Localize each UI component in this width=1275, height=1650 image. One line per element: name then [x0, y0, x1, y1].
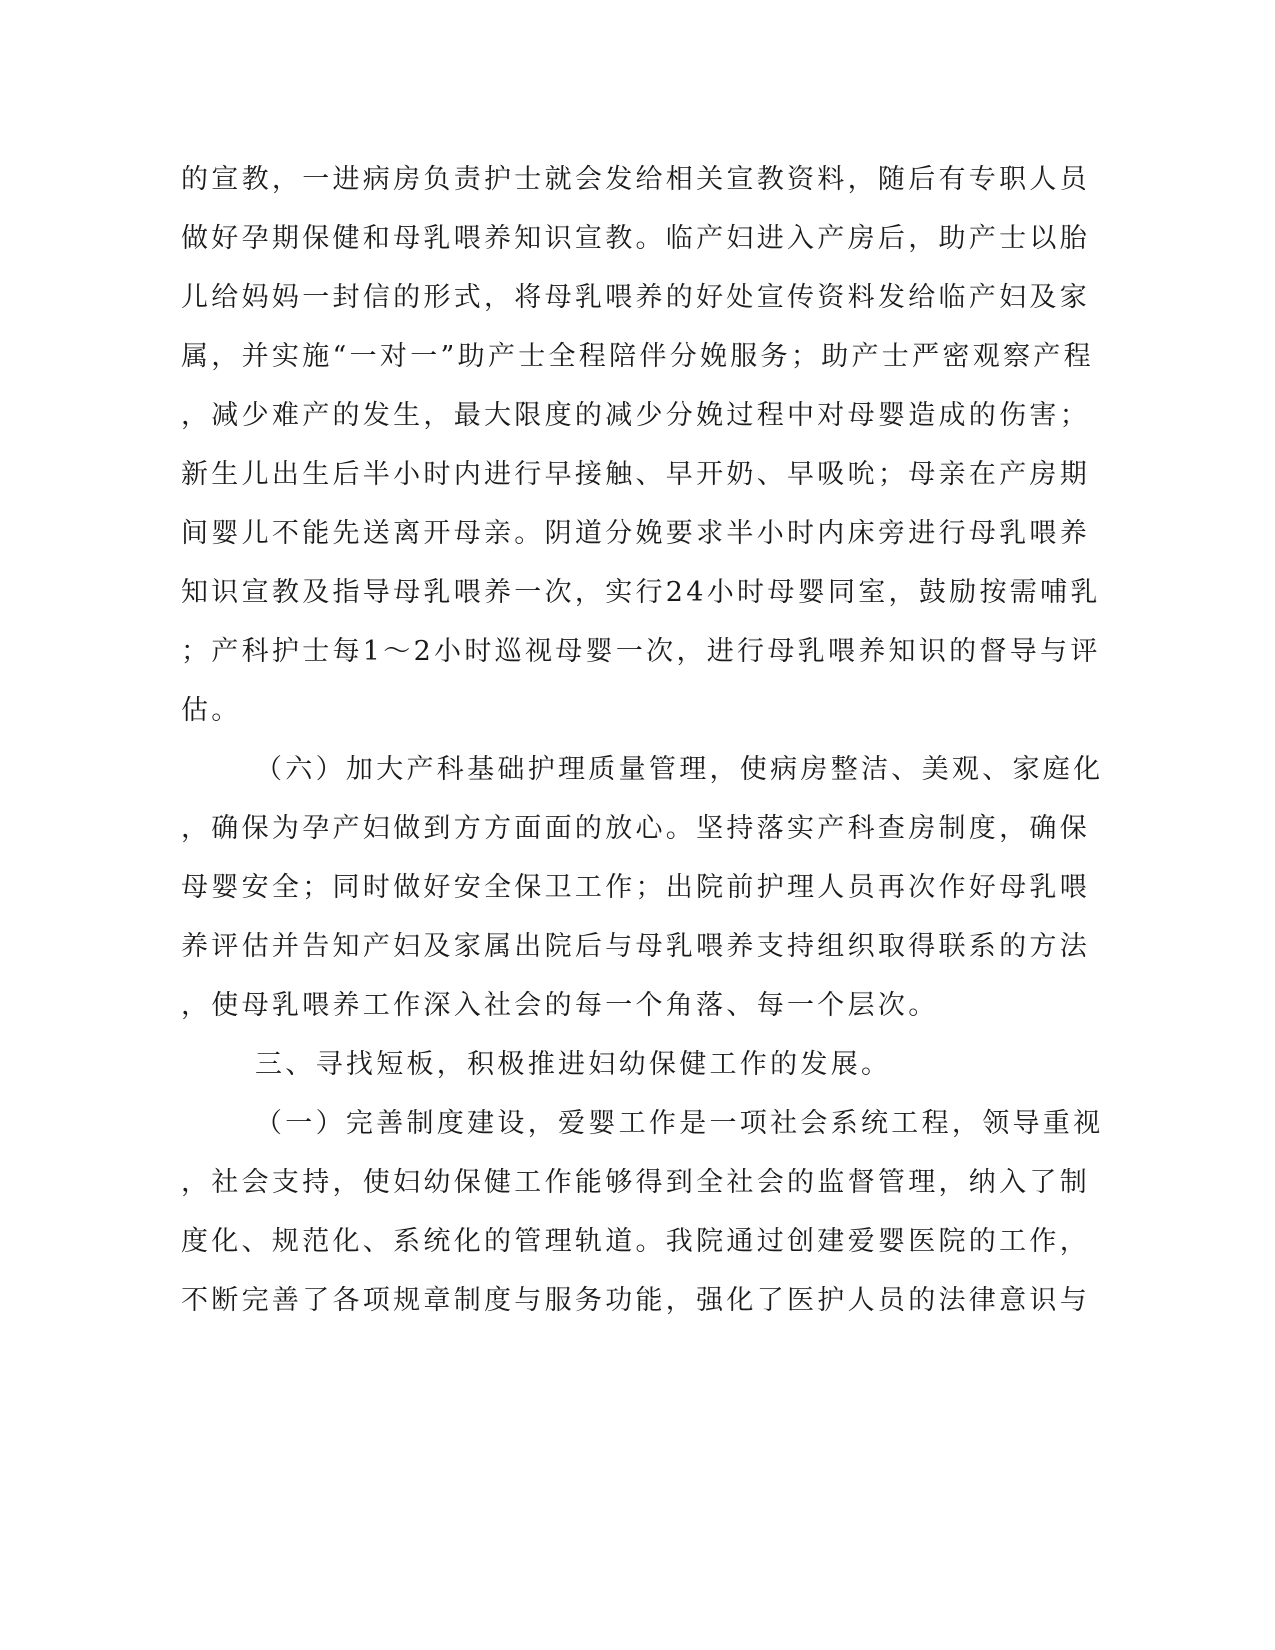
- text-line: 度化、规范化、系统化的管理轨道。我院通过创建爱婴医院的工作，: [181, 1226, 1090, 1257]
- text-line: 属，并实施“一对一”助产士全程陪伴分娩服务；助产士严密观察产程: [181, 341, 1094, 372]
- text-line: 间婴儿不能先送离开母亲。阴道分娩要求半小时内床旁进行母乳喂养: [181, 518, 1090, 549]
- text-line: 儿给妈妈一封信的形式，将母乳喂养的好处宣传资料发给临产妇及家: [181, 282, 1090, 313]
- body-text: [181, 150, 1104, 1330]
- text-line: ，确保为孕产妇做到方方面面的放心。坚持落实产科查房制度，确保: [181, 813, 1090, 844]
- text-line: 做好孕期保健和母乳喂养知识宣教。临产妇进入产房后，助产士以胎: [181, 223, 1090, 254]
- text-line: 的宣教，一进病房负责护士就会发给相关宣教资料，随后有专职人员: [181, 164, 1090, 195]
- text-line: 知识宣教及指导母乳喂养一次，实行24小时母婴同室，鼓励按需哺乳: [181, 577, 1101, 608]
- text-line: ，使母乳喂养工作深入社会的每一个角落、每一个层次。: [181, 990, 939, 1021]
- text-line: 母婴安全；同时做好安全保卫工作；出院前护理人员再次作好母乳喂: [181, 872, 1090, 903]
- text-line: ；产科护士每1～2小时巡视母婴一次，进行母乳喂养知识的督导与评: [181, 636, 1101, 667]
- text-line: ，减少难产的发生，最大限度的减少分娩过程中对母婴造成的伤害；: [181, 400, 1090, 431]
- section-heading: 三、寻找短板，积极推进妇幼保健工作的发展。: [255, 1049, 892, 1080]
- text-line: 估。: [181, 695, 242, 726]
- text-line: ，社会支持，使妇幼保健工作能够得到全社会的监督管理，纳入了制: [181, 1167, 1090, 1198]
- text-line: 新生儿出生后半小时内进行早接触、早开奶、早吸吮；母亲在产房期: [181, 459, 1090, 490]
- text-line: 养评估并告知产妇及家属出院后与母乳喂养支持组织取得联系的方法: [181, 931, 1090, 962]
- text-line: 不断完善了各项规章制度与服务功能，强化了医护人员的法律意识与: [181, 1285, 1090, 1316]
- paragraph-start-line: （一）完善制度建设，爱婴工作是一项社会系统工程，领导重视: [255, 1108, 1104, 1139]
- paragraph-start-line: （六）加大产科基础护理质量管理，使病房整洁、美观、家庭化: [255, 754, 1104, 785]
